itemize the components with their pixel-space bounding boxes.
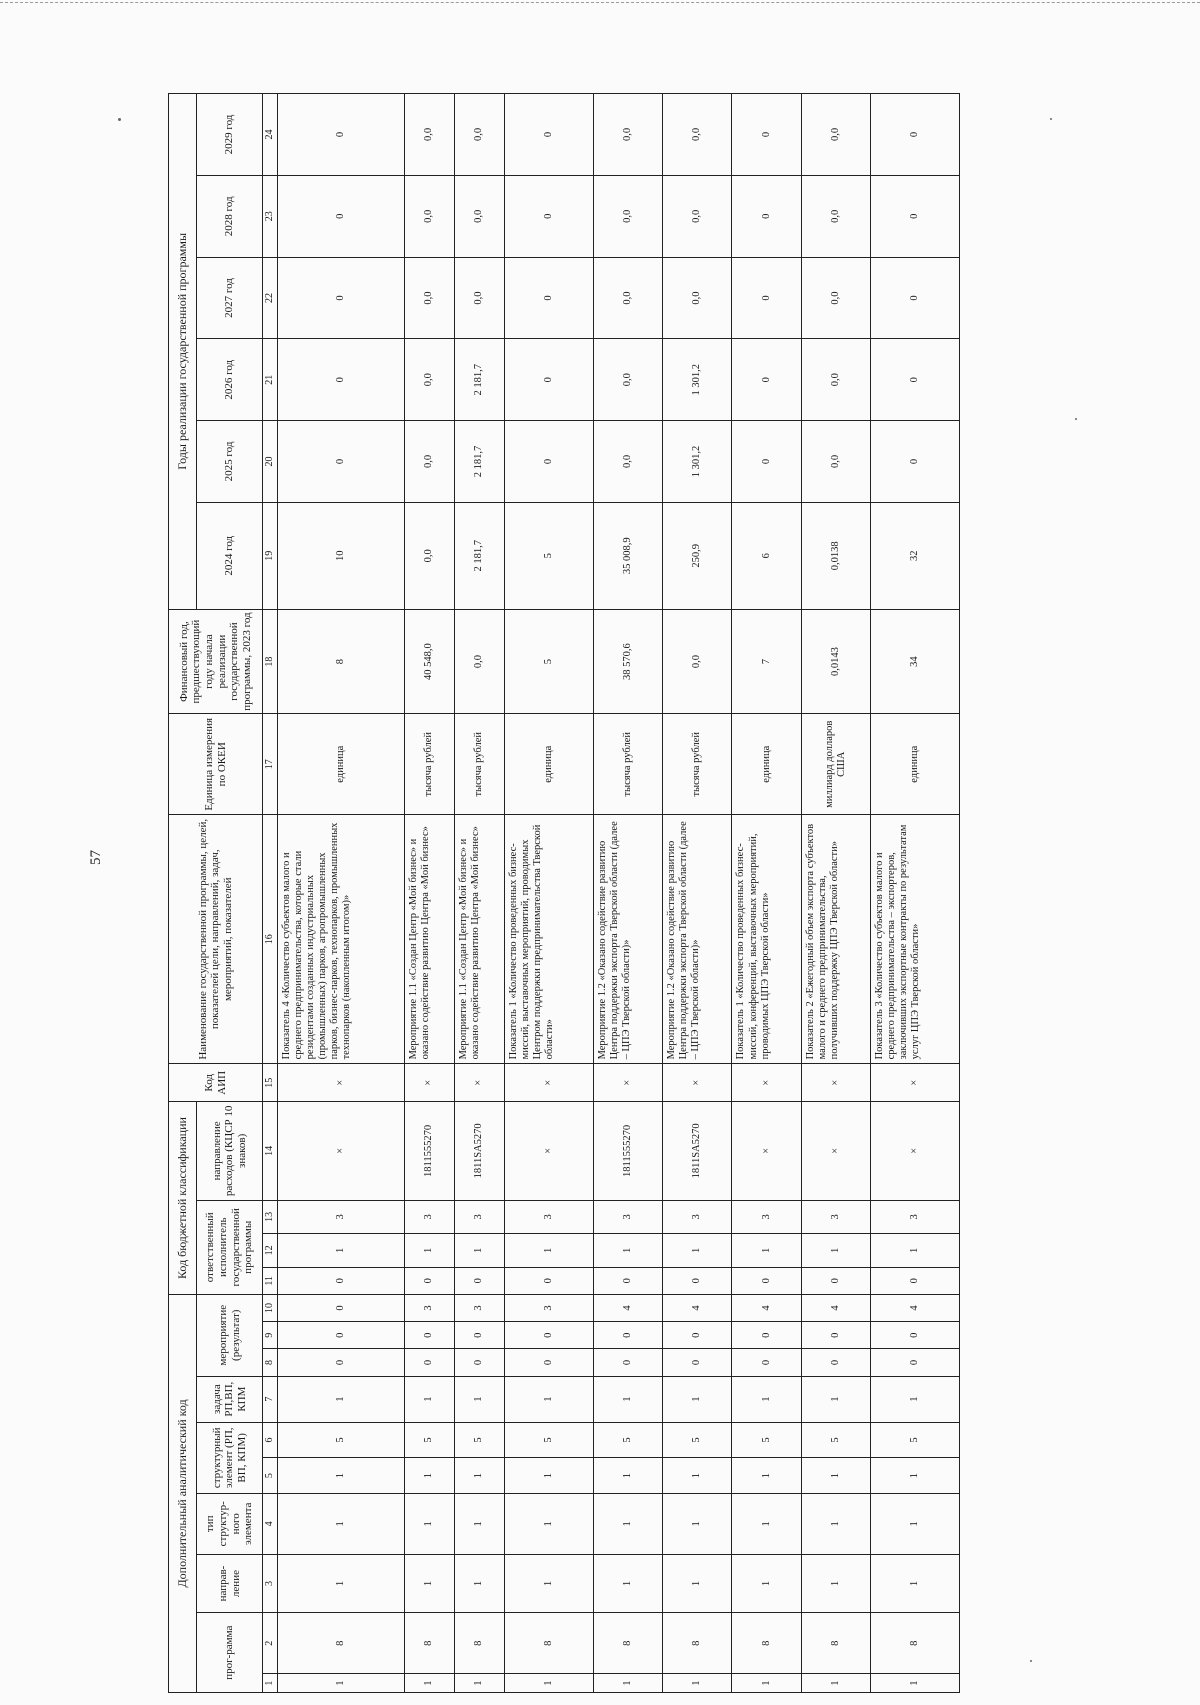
code-cell: 1 bbox=[593, 1458, 662, 1494]
table-row bbox=[504, 94, 593, 1693]
row-name: Мероприятие 1.2 «Оказано содействие развитию Центра поддержки экспорта Тверской области (далее – ЦПЭ Тверской области)» bbox=[593, 815, 662, 1064]
code-cell: 5 bbox=[593, 1422, 662, 1458]
code-cell: 0 bbox=[277, 1349, 405, 1376]
code-cell: 1 bbox=[871, 1493, 960, 1554]
header-napravlenie: направ-ление bbox=[197, 1554, 263, 1613]
column-number: 17 bbox=[263, 714, 278, 815]
unit-cell: единица bbox=[871, 714, 960, 815]
code-cell: 1 bbox=[732, 1674, 801, 1693]
code-cell: 1811SA5270 bbox=[454, 1102, 504, 1200]
code-cell: 1 bbox=[405, 1554, 455, 1613]
code-cell: 1 bbox=[405, 1234, 455, 1268]
code-cell: 4 bbox=[801, 1294, 870, 1321]
code-cell: 8 bbox=[277, 1613, 405, 1674]
year-value: 0,0 bbox=[454, 94, 504, 176]
year-value: 0,0 bbox=[593, 94, 662, 176]
header-otvetstvenny: ответственный исполнитель государственной программы bbox=[197, 1200, 263, 1294]
code-cell: 0 bbox=[732, 1322, 801, 1349]
year-value: 0,0 bbox=[801, 421, 870, 503]
column-number: 12 bbox=[263, 1234, 278, 1268]
code-cell: 3 bbox=[593, 1200, 662, 1234]
code-cell: 0 bbox=[801, 1322, 870, 1349]
table-row bbox=[405, 94, 455, 1693]
column-number: 10 bbox=[263, 1294, 278, 1321]
code-cell: 1 bbox=[871, 1376, 960, 1422]
code-cell: 0 bbox=[871, 1349, 960, 1376]
base-year-value: 7 bbox=[732, 609, 801, 714]
code-cell: × bbox=[277, 1102, 405, 1200]
code-cell: 0 bbox=[504, 1267, 593, 1294]
year-value: 250,9 bbox=[663, 502, 732, 609]
base-year-value: 5 bbox=[504, 609, 593, 714]
year-value: 1 301,2 bbox=[663, 339, 732, 421]
year-value: 0 bbox=[871, 339, 960, 421]
code-cell: 1 bbox=[593, 1554, 662, 1613]
column-number: 24 bbox=[263, 94, 278, 176]
code-cell: 1 bbox=[405, 1674, 455, 1693]
code-cell: 1811555270 bbox=[593, 1102, 662, 1200]
unit-cell: тысяча рублей bbox=[593, 714, 662, 815]
code-cell: 3 bbox=[732, 1200, 801, 1234]
base-year-value: 0,0 bbox=[663, 609, 732, 714]
column-number: 21 bbox=[263, 339, 278, 421]
code-cell: 1 bbox=[801, 1554, 870, 1613]
header-year-5: 2028 год bbox=[197, 175, 263, 257]
column-number: 4 bbox=[263, 1493, 278, 1554]
row-name: Показатель 2 «Ежегодный объем экспорта субъектов малого и среднего предпринимательства, получивших поддержку ЦПЭ Тверской области» bbox=[801, 815, 870, 1064]
year-value: 2 181,7 bbox=[454, 502, 504, 609]
code-cell: × bbox=[277, 1064, 405, 1102]
code-cell: × bbox=[504, 1064, 593, 1102]
header-year-6: 2029 год bbox=[197, 94, 263, 176]
year-value: 0 bbox=[732, 94, 801, 176]
column-number: 5 bbox=[263, 1458, 278, 1494]
year-value: 0 bbox=[277, 175, 405, 257]
code-cell: 0 bbox=[277, 1294, 405, 1321]
code-cell: 1 bbox=[277, 1376, 405, 1422]
row-name: Мероприятие 1.2 «Оказано содействие развитию Центра поддержки экспорта Тверской области (далее – ЦПЭ Тверской области)» bbox=[663, 815, 732, 1064]
base-year-value: 40 548,0 bbox=[405, 609, 455, 714]
year-value: 32 bbox=[871, 502, 960, 609]
year-value: 10 bbox=[277, 502, 405, 609]
code-cell: 0 bbox=[277, 1322, 405, 1349]
code-cell: 0 bbox=[405, 1267, 455, 1294]
code-cell: 3 bbox=[405, 1200, 455, 1234]
code-cell: × bbox=[871, 1064, 960, 1102]
unit-cell: единица bbox=[732, 714, 801, 815]
table-row bbox=[801, 94, 870, 1693]
code-cell: 5 bbox=[405, 1422, 455, 1458]
column-number: 9 bbox=[263, 1322, 278, 1349]
base-year-value: 8 bbox=[277, 609, 405, 714]
year-value: 0,0 bbox=[593, 175, 662, 257]
column-number: 22 bbox=[263, 257, 278, 339]
table-row bbox=[277, 94, 405, 1693]
code-cell: 1 bbox=[454, 1554, 504, 1613]
code-cell: 0 bbox=[277, 1267, 405, 1294]
code-cell: 8 bbox=[732, 1613, 801, 1674]
code-cell: × bbox=[732, 1064, 801, 1102]
code-cell: 1 bbox=[801, 1376, 870, 1422]
budget-table bbox=[168, 93, 960, 1693]
code-cell: 0 bbox=[454, 1349, 504, 1376]
scan-speck bbox=[1075, 418, 1077, 420]
column-number: 19 bbox=[263, 502, 278, 609]
row-name: Показатель 3 «Количество субъектов малого и среднего предпринимательства – экспортеров, заключивших экспортные контракты по результатам услуг ЦПЭ Тверской области» bbox=[871, 815, 960, 1064]
header-year-3: 2026 год bbox=[197, 339, 263, 421]
year-value: 2 181,7 bbox=[454, 421, 504, 503]
column-number: 14 bbox=[263, 1102, 278, 1200]
code-cell: 1 bbox=[663, 1234, 732, 1268]
code-cell: 3 bbox=[454, 1294, 504, 1321]
year-value: 0 bbox=[871, 257, 960, 339]
column-number: 1 bbox=[263, 1674, 278, 1693]
year-value: 0,0 bbox=[405, 257, 455, 339]
code-cell: 8 bbox=[871, 1613, 960, 1674]
code-cell: 1 bbox=[801, 1234, 870, 1268]
code-cell: 5 bbox=[663, 1422, 732, 1458]
code-cell: 1 bbox=[871, 1458, 960, 1494]
year-value: 0,0 bbox=[801, 94, 870, 176]
code-cell: 1 bbox=[732, 1458, 801, 1494]
code-cell: 1 bbox=[663, 1554, 732, 1613]
unit-cell: тысяча рублей bbox=[663, 714, 732, 815]
code-cell: 1 bbox=[663, 1458, 732, 1494]
code-cell: 3 bbox=[454, 1200, 504, 1234]
header-zadacha: задача РП,ВП, КПМ bbox=[197, 1376, 263, 1422]
year-value: 0,0 bbox=[405, 421, 455, 503]
column-number: 15 bbox=[263, 1064, 278, 1102]
code-cell: 0 bbox=[405, 1322, 455, 1349]
column-number: 2 bbox=[263, 1613, 278, 1674]
code-cell: 1 bbox=[504, 1554, 593, 1613]
row-name: Показатель 4 «Количество субъектов малого и среднего предпринимательства, которые стали резидентами созданных индустриальных (промышленных) парков, агропромышленных парков, бизнес-парков, технопарков, промышленных технопарков (накопленным итогом)» bbox=[277, 815, 405, 1064]
code-cell: 3 bbox=[277, 1200, 405, 1234]
year-value: 0 bbox=[504, 175, 593, 257]
code-cell: 0 bbox=[801, 1349, 870, 1376]
code-cell: 0 bbox=[871, 1267, 960, 1294]
year-value: 5 bbox=[504, 502, 593, 609]
code-cell: 1 bbox=[663, 1493, 732, 1554]
code-cell: 1 bbox=[454, 1376, 504, 1422]
year-value: 0,0 bbox=[663, 94, 732, 176]
code-cell: 5 bbox=[801, 1422, 870, 1458]
code-cell: 1 bbox=[871, 1234, 960, 1268]
year-value: 0 bbox=[277, 339, 405, 421]
code-cell: × bbox=[454, 1064, 504, 1102]
header-edinica: Единица измерения по ОКЕИ bbox=[169, 714, 263, 815]
code-cell: 4 bbox=[593, 1294, 662, 1321]
year-value: 0 bbox=[504, 421, 593, 503]
code-cell: 0 bbox=[663, 1267, 732, 1294]
header-kbk: Код бюджетной классификации bbox=[169, 1102, 197, 1295]
code-cell: 1 bbox=[593, 1376, 662, 1422]
code-cell: 1 bbox=[593, 1493, 662, 1554]
header-years-group: Годы реализации государственной программы bbox=[169, 94, 197, 610]
unit-cell: миллиард долларов США bbox=[801, 714, 870, 815]
code-cell: 4 bbox=[871, 1294, 960, 1321]
code-cell: 1 bbox=[454, 1458, 504, 1494]
code-cell: 1 bbox=[871, 1554, 960, 1613]
code-cell: × bbox=[593, 1064, 662, 1102]
base-year-value: 34 bbox=[871, 609, 960, 714]
header-finansovy-god: Финансовый год, предшествующий году начала реализации государственной программы, 2023 год bbox=[169, 609, 263, 714]
code-cell: × bbox=[504, 1102, 593, 1200]
page-number: 57 bbox=[88, 850, 104, 865]
code-cell: 3 bbox=[801, 1200, 870, 1234]
table-row bbox=[593, 94, 662, 1693]
unit-cell: тысяча рублей bbox=[405, 714, 455, 815]
code-cell: × bbox=[405, 1064, 455, 1102]
code-cell: 0 bbox=[801, 1267, 870, 1294]
code-cell: 3 bbox=[871, 1200, 960, 1234]
column-number: 13 bbox=[263, 1200, 278, 1234]
code-cell: 0 bbox=[593, 1267, 662, 1294]
table-row bbox=[454, 94, 504, 1693]
year-value: 0 bbox=[504, 94, 593, 176]
year-value: 0,0 bbox=[593, 421, 662, 503]
code-cell: 0 bbox=[454, 1322, 504, 1349]
code-cell: 5 bbox=[732, 1422, 801, 1458]
code-cell: 1 bbox=[454, 1674, 504, 1693]
code-cell: 1 bbox=[801, 1458, 870, 1494]
column-number: 23 bbox=[263, 175, 278, 257]
row-name: Мероприятие 1.1 «Создан Центр «Мой бизнес» и оказано содействие развитию Центра «Мой бизнес» bbox=[454, 815, 504, 1064]
code-cell: 1 bbox=[277, 1458, 405, 1494]
header-struct-element: структурный элемент (РП, ВП, КПМ) bbox=[197, 1422, 263, 1493]
column-number: 6 bbox=[263, 1422, 278, 1458]
column-number-row bbox=[263, 94, 278, 1693]
code-cell: 1 bbox=[593, 1674, 662, 1693]
code-cell: 1 bbox=[593, 1234, 662, 1268]
code-cell: 1 bbox=[504, 1458, 593, 1494]
column-number: 8 bbox=[263, 1349, 278, 1376]
column-number: 7 bbox=[263, 1376, 278, 1422]
code-cell: 3 bbox=[405, 1294, 455, 1321]
header-year-1: 2024 год bbox=[197, 502, 263, 609]
scan-edge-line bbox=[0, 2, 1200, 4]
year-value: 2 181,7 bbox=[454, 339, 504, 421]
code-cell: 1 bbox=[732, 1493, 801, 1554]
code-cell: × bbox=[801, 1064, 870, 1102]
year-value: 0 bbox=[277, 94, 405, 176]
code-cell: 1 bbox=[871, 1674, 960, 1693]
code-cell: × bbox=[801, 1102, 870, 1200]
table-row bbox=[871, 94, 960, 1693]
code-cell: 1 bbox=[277, 1234, 405, 1268]
code-cell: 3 bbox=[504, 1200, 593, 1234]
code-cell: 1 bbox=[801, 1674, 870, 1693]
scan-speck bbox=[118, 118, 121, 121]
table-row bbox=[663, 94, 732, 1693]
column-number: 20 bbox=[263, 421, 278, 503]
year-value: 0 bbox=[871, 94, 960, 176]
year-value: 0,0 bbox=[801, 175, 870, 257]
year-value: 0 bbox=[732, 339, 801, 421]
code-cell: × bbox=[871, 1102, 960, 1200]
code-cell: 1 bbox=[732, 1376, 801, 1422]
code-cell: 1 bbox=[405, 1493, 455, 1554]
unit-cell: единица bbox=[277, 714, 405, 815]
code-cell: 1 bbox=[663, 1674, 732, 1693]
code-cell: 0 bbox=[405, 1349, 455, 1376]
code-cell: 1811SA5270 bbox=[663, 1102, 732, 1200]
code-cell: 8 bbox=[801, 1613, 870, 1674]
unit-cell: тысяча рублей bbox=[454, 714, 504, 815]
header-meropriyatie: мероприятие (результат) bbox=[197, 1294, 263, 1376]
row-name: Мероприятие 1.1 «Создан Центр «Мой бизнес» и оказано содействие развитию Центра «Мой бизнес» bbox=[405, 815, 455, 1064]
year-value: 0,0 bbox=[801, 339, 870, 421]
year-value: 0,0 bbox=[454, 175, 504, 257]
year-value: 0,0 bbox=[405, 339, 455, 421]
year-value: 0 bbox=[504, 257, 593, 339]
code-cell: 1 bbox=[454, 1234, 504, 1268]
code-cell: 4 bbox=[663, 1294, 732, 1321]
code-cell: 8 bbox=[504, 1613, 593, 1674]
scan-speck bbox=[1030, 1660, 1032, 1662]
code-cell: 5 bbox=[504, 1422, 593, 1458]
code-cell: 1 bbox=[663, 1376, 732, 1422]
code-cell: 0 bbox=[454, 1267, 504, 1294]
code-cell: 1 bbox=[801, 1493, 870, 1554]
header-kod-aip: Код АИП bbox=[169, 1064, 263, 1102]
code-cell: 1 bbox=[277, 1493, 405, 1554]
year-value: 35 008,9 bbox=[593, 502, 662, 609]
code-cell: 8 bbox=[454, 1613, 504, 1674]
base-year-value: 0,0 bbox=[454, 609, 504, 714]
year-value: 0,0138 bbox=[801, 502, 870, 609]
code-cell: 4 bbox=[732, 1294, 801, 1321]
code-cell: 0 bbox=[663, 1349, 732, 1376]
year-value: 0,0 bbox=[663, 257, 732, 339]
column-number: 3 bbox=[263, 1554, 278, 1613]
code-cell: 0 bbox=[871, 1322, 960, 1349]
code-cell: 1 bbox=[277, 1554, 405, 1613]
year-value: 0 bbox=[504, 339, 593, 421]
code-cell: 0 bbox=[732, 1349, 801, 1376]
unit-cell: единица bbox=[504, 714, 593, 815]
code-cell: 0 bbox=[504, 1349, 593, 1376]
row-name: Показатель 1 «Количество проведенных бизнес-миссий, выставочных мероприятий, проводимых Центром поддержки предпринимательства Тверской области» bbox=[504, 815, 593, 1064]
code-cell: 5 bbox=[454, 1422, 504, 1458]
column-number: 11 bbox=[263, 1267, 278, 1294]
year-value: 0,0 bbox=[663, 175, 732, 257]
year-value: 0 bbox=[277, 421, 405, 503]
code-cell: 1 bbox=[454, 1493, 504, 1554]
code-cell: 5 bbox=[871, 1422, 960, 1458]
code-cell: 1 bbox=[405, 1376, 455, 1422]
code-cell: 1 bbox=[405, 1458, 455, 1494]
rotated-table-wrapper bbox=[168, 93, 960, 1693]
year-value: 0 bbox=[871, 175, 960, 257]
year-value: 0 bbox=[277, 257, 405, 339]
header-year-2: 2025 год bbox=[197, 421, 263, 503]
header-programma: прог-рамма bbox=[197, 1613, 263, 1693]
code-cell: 1 bbox=[277, 1674, 405, 1693]
table-row bbox=[732, 94, 801, 1693]
year-value: 0,0 bbox=[801, 257, 870, 339]
code-cell: × bbox=[732, 1102, 801, 1200]
year-value: 0,0 bbox=[405, 502, 455, 609]
code-cell: 3 bbox=[663, 1200, 732, 1234]
year-value: 0 bbox=[732, 421, 801, 503]
base-year-value: 38 570,6 bbox=[593, 609, 662, 714]
code-cell: 5 bbox=[277, 1422, 405, 1458]
year-value: 0,0 bbox=[405, 175, 455, 257]
code-cell: 1 bbox=[732, 1554, 801, 1613]
year-value: 0,0 bbox=[593, 339, 662, 421]
year-value: 0,0 bbox=[593, 257, 662, 339]
year-value: 0,0 bbox=[454, 257, 504, 339]
row-name: Показатель 1 «Количество проведенных бизнес-миссий, конференций, выставочных мероприятий, проводимых ЦПЭ Тверской области» bbox=[732, 815, 801, 1064]
year-value: 1 301,2 bbox=[663, 421, 732, 503]
column-number: 16 bbox=[263, 815, 278, 1064]
header-dop-code: Дополнительный аналитический код bbox=[169, 1294, 197, 1692]
year-value: 0 bbox=[732, 257, 801, 339]
column-number: 18 bbox=[263, 609, 278, 714]
year-value: 0 bbox=[871, 421, 960, 503]
code-cell: 0 bbox=[504, 1322, 593, 1349]
code-cell: 0 bbox=[663, 1322, 732, 1349]
code-cell: 0 bbox=[593, 1322, 662, 1349]
header-napravlenie-rashodov: направление расходов (КЦСР 10 знаков) bbox=[197, 1102, 263, 1200]
code-cell: 1 bbox=[504, 1674, 593, 1693]
header-tip-elementa: тип структур-ного элемента bbox=[197, 1493, 263, 1554]
code-cell: 1 bbox=[732, 1234, 801, 1268]
code-cell: 8 bbox=[663, 1613, 732, 1674]
year-value: 6 bbox=[732, 502, 801, 609]
header-naimenovanie: Наименование государственной программы, целей, показателей цели, направлений, задач, мероприятий, показателей bbox=[169, 815, 263, 1064]
year-value: 0 bbox=[732, 175, 801, 257]
base-year-value: 0,0143 bbox=[801, 609, 870, 714]
code-cell: 8 bbox=[593, 1613, 662, 1674]
code-cell: 0 bbox=[732, 1267, 801, 1294]
scan-speck bbox=[1050, 118, 1052, 120]
year-value: 0,0 bbox=[405, 94, 455, 176]
code-cell: 1811555270 bbox=[405, 1102, 455, 1200]
code-cell: 0 bbox=[593, 1349, 662, 1376]
code-cell: 8 bbox=[405, 1613, 455, 1674]
code-cell: 1 bbox=[504, 1376, 593, 1422]
code-cell: 1 bbox=[504, 1234, 593, 1268]
code-cell: × bbox=[663, 1064, 732, 1102]
code-cell: 1 bbox=[504, 1493, 593, 1554]
header-year-4: 2027 год bbox=[197, 257, 263, 339]
code-cell: 3 bbox=[504, 1294, 593, 1321]
